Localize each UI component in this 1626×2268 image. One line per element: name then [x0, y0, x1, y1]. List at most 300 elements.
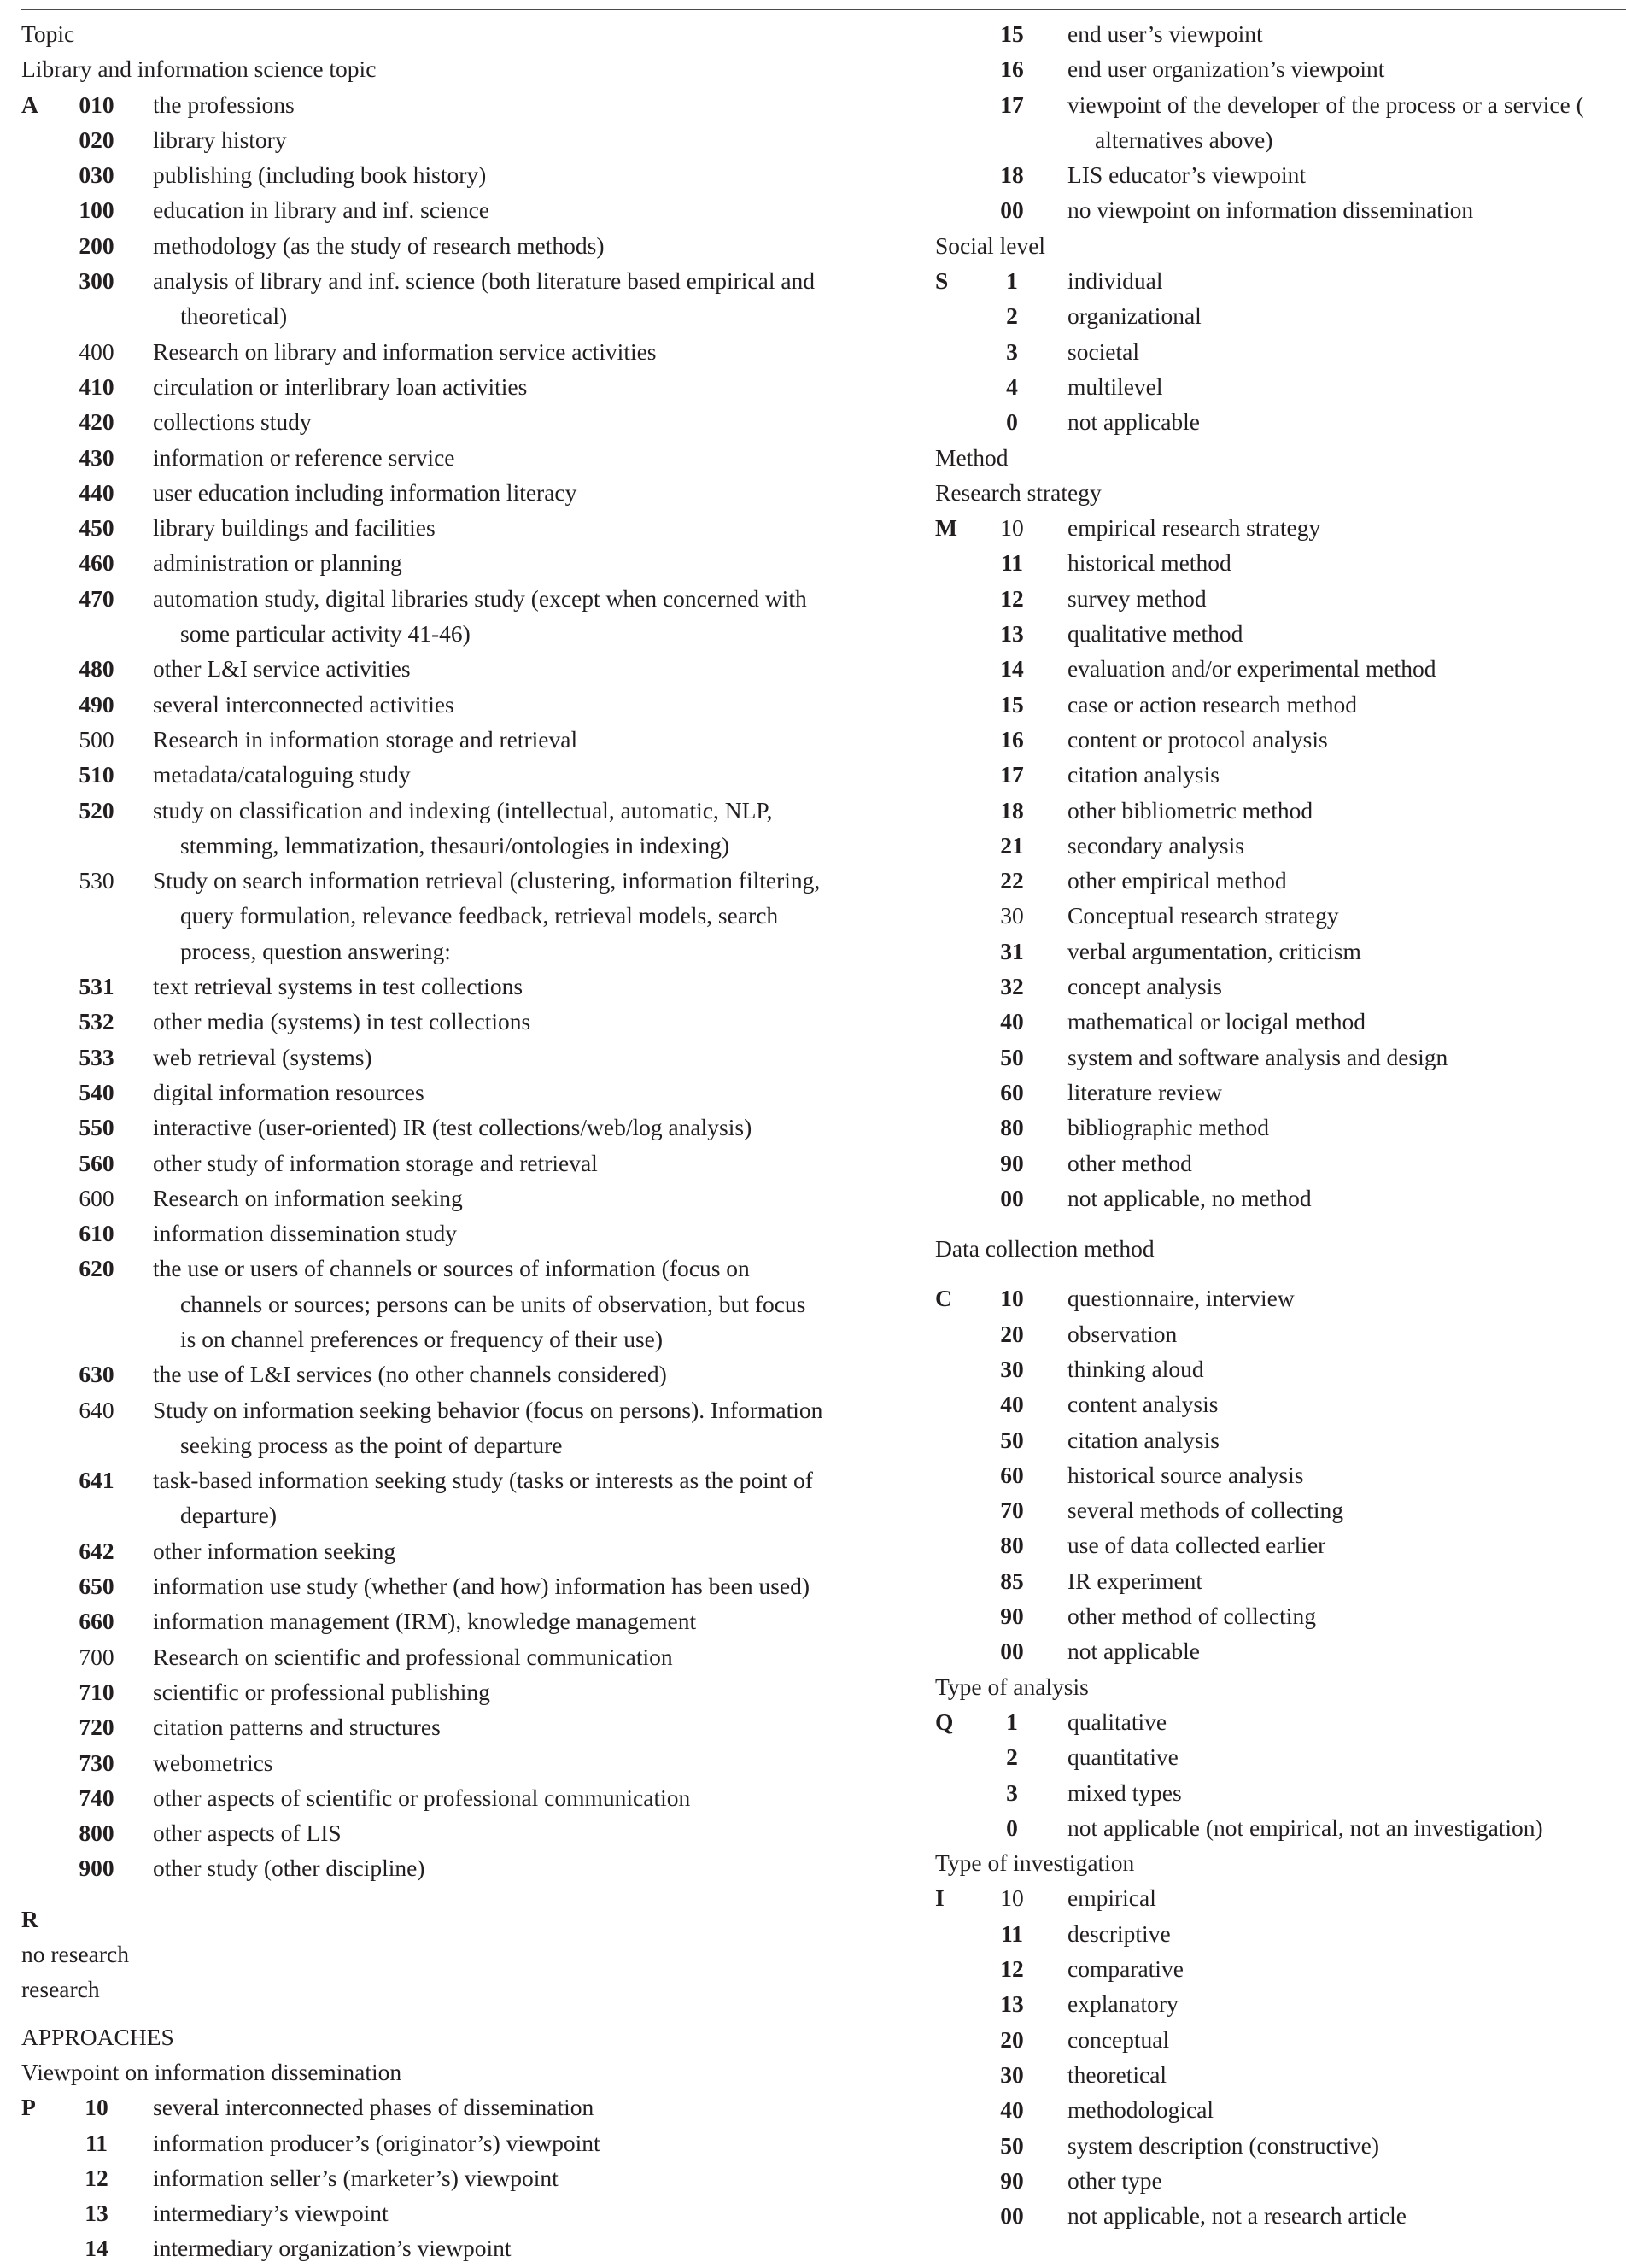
code-row-continuation [21, 1427, 892, 1462]
code-row [21, 863, 892, 898]
code-row [21, 1745, 892, 1780]
code-description: methodological [1067, 2096, 1214, 2124]
category-letter: Q [935, 1708, 954, 1735]
code-row [935, 545, 1626, 580]
code-description: individual [1067, 267, 1163, 295]
code-number: 20 [1000, 1320, 1024, 1347]
code-number: 12 [85, 2164, 108, 2191]
code-description: webometrics [153, 1749, 273, 1776]
code-number: 30 [1000, 1355, 1024, 1382]
code-number: 10 [1000, 1285, 1024, 1312]
code-description-continuation: alternatives above) [1095, 126, 1273, 153]
code-number: 15 [1000, 690, 1024, 718]
top-rule [21, 9, 1626, 10]
code-description: other empirical method [1067, 867, 1287, 894]
code-number: 13 [1000, 1990, 1024, 2018]
code-row [21, 2125, 892, 2160]
code-number: 50 [1000, 2131, 1024, 2159]
code-row [935, 898, 1626, 933]
code-description: evaluation and/or experimental method [1067, 655, 1436, 683]
code-number: 020 [79, 126, 114, 153]
code-row [21, 1639, 892, 1674]
viewpoint-code-list-continued [935, 16, 1626, 228]
code-row [935, 1633, 1626, 1668]
code-row [935, 157, 1626, 192]
code-number: 3 [1006, 1779, 1018, 1806]
code-number: 18 [1000, 161, 1024, 189]
code-description: other method of collecting [1067, 1603, 1316, 1630]
code-number: 16 [1000, 56, 1024, 83]
code-row [21, 1392, 892, 1427]
code-row [21, 263, 892, 298]
code-number: 11 [1001, 549, 1023, 577]
code-description: administration or planning [153, 549, 402, 577]
code-row [935, 687, 1626, 722]
section-subheading-data-collection: Data collection method [935, 1235, 1155, 1263]
code-description: digital information resources [153, 1078, 424, 1105]
code-row [21, 192, 892, 227]
section-heading-topic: Topic [21, 21, 75, 47]
code-number: 480 [79, 655, 114, 683]
code-description: several interconnected phases of dissemination [153, 2094, 594, 2121]
code-number: 540 [79, 1078, 114, 1105]
code-number: 430 [79, 443, 114, 471]
code-row [935, 2022, 1626, 2057]
code-description: other media (systems) in test collections [153, 1008, 531, 1035]
code-row [21, 404, 892, 439]
category-letter: A [21, 91, 38, 118]
code-description: several methods of collecting [1067, 1497, 1344, 1524]
category-letter: I [935, 1884, 945, 1912]
code-description: the use or users of channels or sources of information (focus on [153, 1255, 750, 1282]
code-number: 11 [1001, 1919, 1023, 1947]
code-number: 010 [79, 91, 114, 118]
code-row [935, 2128, 1626, 2163]
code-row [21, 1040, 892, 1075]
code-description: LIS educator’s viewpoint [1067, 161, 1307, 189]
section-heading-social-level: Social level [935, 231, 1046, 259]
code-description: methodology (as the study of research methods) [153, 231, 605, 259]
code-row [935, 1492, 1626, 1527]
code-number: 450 [79, 514, 114, 542]
code-description-continuation: is on channel preferences or frequency of their use) [180, 1325, 664, 1352]
code-row-continuation [21, 898, 892, 933]
code-description: information dissemination study [153, 1220, 457, 1247]
section-subheading-research-strategy: Research strategy [935, 478, 1102, 506]
code-description: end user’s viewpoint [1067, 21, 1263, 47]
code-description: library history [153, 126, 287, 153]
code-description: the professions [153, 91, 295, 118]
code-row [935, 2092, 1626, 2127]
code-description: Research on information seeking [153, 1184, 463, 1211]
code-row [935, 616, 1626, 651]
code-row [935, 1386, 1626, 1421]
code-description: bibliographic method [1067, 1114, 1269, 1141]
code-row [21, 440, 892, 475]
code-number: 00 [1000, 1638, 1024, 1665]
code-row [21, 651, 892, 686]
code-row [21, 510, 892, 545]
code-row [935, 2198, 1626, 2233]
code-row [935, 722, 1626, 757]
code-description: thinking aloud [1067, 1355, 1204, 1382]
code-row [21, 1357, 892, 1392]
code-row [21, 1146, 892, 1181]
code-number: 80 [1000, 1532, 1024, 1559]
code-row [21, 475, 892, 510]
code-number: 730 [79, 1749, 114, 1776]
code-row [21, 157, 892, 192]
code-description: study on classification and indexing (intellectual, automatic, NLP, [153, 796, 773, 823]
code-number: 900 [79, 1855, 114, 1882]
code-number: 50 [1000, 1043, 1024, 1070]
code-description-continuation: stemming, lemmatization, thesauri/ontologies in indexing) [180, 831, 730, 859]
data-collection-code-list [935, 1281, 1626, 1668]
category-letter: P [21, 2094, 36, 2121]
code-row [935, 1110, 1626, 1145]
code-row [935, 1146, 1626, 1181]
code-description-continuation: seeking process as the point of departure [180, 1431, 563, 1458]
code-number: 11 [85, 2129, 108, 2156]
code-number: 630 [79, 1361, 114, 1388]
code-description: intermediary’s viewpoint [153, 2200, 389, 2227]
analysis-type-code-list [935, 1704, 1626, 1845]
code-number: 0 [1006, 408, 1018, 436]
code-number: 18 [1000, 796, 1024, 823]
code-description: user education including information literacy [153, 478, 577, 506]
code-description: comparative [1067, 1955, 1184, 1983]
code-description: information management (IRM), knowledge management [153, 1608, 697, 1635]
code-description: verbal argumentation, criticism [1067, 937, 1361, 964]
code-description: automation study, digital libraries study (except when concerned with [153, 584, 807, 612]
code-row [935, 1951, 1626, 1986]
code-row [21, 1251, 892, 1286]
category-letter: S [935, 267, 949, 295]
code-description: web retrieval (systems) [153, 1043, 372, 1070]
code-number: 610 [79, 1220, 114, 1247]
code-description: case or action research method [1067, 690, 1357, 718]
code-row [21, 122, 892, 157]
code-number: 13 [85, 2200, 108, 2227]
code-description: Conceptual research strategy [1067, 902, 1339, 929]
code-row [935, 1880, 1626, 1915]
code-row [935, 651, 1626, 686]
code-description: collections study [153, 408, 312, 436]
code-description: questionnaire, interview [1067, 1285, 1295, 1312]
code-number: 16 [1000, 725, 1024, 753]
research-option-no-research: no research [21, 1941, 129, 1968]
code-number: 13 [1000, 620, 1024, 648]
code-number: 660 [79, 1608, 114, 1635]
code-row [21, 581, 892, 616]
code-number: 12 [1000, 584, 1024, 612]
code-row [21, 722, 892, 757]
code-number: 460 [79, 549, 114, 577]
code-description: scientific or professional publishing [153, 1678, 490, 1705]
code-row [21, 1709, 892, 1744]
code-number: 30 [1000, 902, 1024, 929]
code-number: 560 [79, 1149, 114, 1176]
code-row [935, 192, 1626, 227]
code-row [21, 1603, 892, 1638]
code-row [935, 2057, 1626, 2092]
code-number: 40 [1000, 1391, 1024, 1418]
code-number: 90 [1000, 2166, 1024, 2194]
code-description: other aspects of LIS [153, 1820, 342, 1847]
code-number: 00 [1000, 2202, 1024, 2230]
code-description: system description (constructive) [1067, 2131, 1380, 2159]
code-description: mathematical or locigal method [1067, 1008, 1366, 1035]
code-row [935, 1527, 1626, 1562]
section-heading-type-of-investigation: Type of investigation [935, 1849, 1135, 1877]
code-row [935, 1004, 1626, 1039]
code-row [21, 87, 892, 122]
category-letter-r: R [21, 1905, 38, 1932]
code-number: 00 [1000, 1184, 1024, 1211]
code-description: survey method [1067, 584, 1207, 612]
code-number: 531 [79, 973, 114, 1000]
code-row-continuation [21, 828, 892, 863]
research-strategy-code-list [935, 510, 1626, 1216]
code-number: 200 [79, 231, 114, 259]
code-number: 90 [1000, 1149, 1024, 1176]
code-number: 700 [79, 1643, 114, 1670]
right-column [935, 16, 1626, 2233]
code-row [935, 1351, 1626, 1386]
code-row [935, 934, 1626, 969]
code-description: metadata/cataloguing study [153, 761, 411, 788]
code-row [21, 1780, 892, 1815]
code-number: 3 [1006, 337, 1018, 365]
code-row [935, 334, 1626, 369]
code-description: concept analysis [1067, 973, 1222, 1000]
code-row [935, 1422, 1626, 1457]
code-number: 12 [1000, 1955, 1024, 1983]
code-number: 400 [79, 337, 114, 365]
code-number: 30 [1000, 2060, 1024, 2088]
code-number: 50 [1000, 1426, 1024, 1453]
code-description: Study on search information retrieval (clustering, information filtering, [153, 867, 821, 894]
code-description: descriptive [1067, 1919, 1171, 1947]
code-number: 1 [1006, 267, 1018, 295]
topic-code-list [21, 87, 892, 1886]
code-description: not applicable [1067, 1638, 1201, 1665]
code-description: theoretical [1067, 2060, 1167, 2088]
code-number: 80 [1000, 1114, 1024, 1141]
category-letter: C [935, 1285, 952, 1312]
section-heading-method: Method [935, 443, 1009, 471]
code-description: conceptual [1067, 2025, 1170, 2053]
code-row [935, 87, 1626, 122]
code-number: 520 [79, 796, 114, 823]
code-number: 410 [79, 372, 114, 400]
code-number: 14 [1000, 655, 1024, 683]
code-row [21, 545, 892, 580]
code-number: 60 [1000, 1461, 1024, 1488]
code-description: circulation or interlibrary loan activities [153, 372, 528, 400]
code-row [21, 1674, 892, 1709]
code-description: publishing (including book history) [153, 161, 487, 189]
code-row [21, 2195, 892, 2230]
code-description: the use of L&I services (no other channels considered) [153, 1361, 667, 1388]
code-row [21, 2160, 892, 2195]
code-number: 14 [85, 2235, 108, 2262]
code-number: 85 [1000, 1567, 1024, 1594]
code-row [21, 757, 892, 792]
code-row [21, 1110, 892, 1145]
code-number: 470 [79, 584, 114, 612]
code-description: secondary analysis [1067, 831, 1244, 859]
code-number: 650 [79, 1573, 114, 1600]
code-description: not applicable [1067, 408, 1201, 436]
code-row [21, 1850, 892, 1885]
code-description: content or protocol analysis [1067, 725, 1328, 753]
research-letter-row [21, 1902, 892, 1937]
code-description: other L&I service activities [153, 655, 411, 683]
code-number: 740 [79, 1784, 114, 1811]
code-description: citation analysis [1067, 1426, 1220, 1453]
code-description: citation patterns and structures [153, 1714, 441, 1741]
code-row [935, 1075, 1626, 1110]
code-description: Study on information seeking behavior (focus on persons). Information [153, 1396, 823, 1423]
code-row [935, 581, 1626, 616]
code-number: 90 [1000, 1603, 1024, 1630]
code-row-continuation [21, 616, 892, 651]
code-number: 10 [85, 2094, 108, 2121]
code-number: 533 [79, 1043, 114, 1070]
code-row-continuation [21, 1286, 892, 1322]
code-number: 550 [79, 1114, 114, 1141]
code-row [21, 1462, 892, 1497]
section-subheading-viewpoint: Viewpoint on information dissemination [21, 2058, 402, 2085]
section-subheading-lis-topic: Library and information science topic [21, 56, 377, 83]
code-description: empirical research strategy [1067, 514, 1321, 542]
code-number: 510 [79, 761, 114, 788]
code-row-continuation [21, 1497, 892, 1533]
code-description: qualitative method [1067, 620, 1243, 648]
code-description: other aspects of scientific or professional communication [153, 1784, 691, 1811]
code-description: content analysis [1067, 1391, 1219, 1418]
left-column [21, 16, 892, 2266]
code-description: Research in information storage and retrieval [153, 725, 578, 753]
code-row [935, 1704, 1626, 1739]
code-description: other bibliometric method [1067, 796, 1313, 823]
code-row [935, 1457, 1626, 1492]
code-row [21, 1533, 892, 1568]
code-number: 00 [1000, 196, 1024, 224]
code-description: Research on scientific and professional communication [153, 1643, 673, 1670]
code-description: not applicable, no method [1067, 1184, 1312, 1211]
code-description: use of data collected earlier [1067, 1532, 1326, 1559]
code-row [935, 1916, 1626, 1951]
code-description: qualitative [1067, 1708, 1167, 1735]
code-number: 300 [79, 267, 114, 295]
code-number: 15 [1000, 21, 1024, 47]
code-description: library buildings and facilities [153, 514, 436, 542]
code-description: observation [1067, 1320, 1178, 1347]
code-description: analysis of library and inf. science (both literature based empirical and [153, 267, 816, 295]
code-description-continuation: channels or sources; persons can be units of observation, but focus [180, 1290, 806, 1317]
code-description: literature review [1067, 1078, 1222, 1105]
code-row [21, 369, 892, 404]
code-description-continuation: query formulation, relevance feedback, retrieval models, search [180, 902, 779, 929]
code-description: mixed types [1067, 1779, 1182, 1806]
code-row [935, 969, 1626, 1004]
code-row [21, 1075, 892, 1110]
code-description: explanatory [1067, 1990, 1179, 2018]
code-row [935, 298, 1626, 333]
code-description: task-based information seeking study (tasks or interests as the point of [153, 1467, 813, 1494]
code-description: information producer’s (originator’s) viewpoint [153, 2129, 600, 2156]
code-row [935, 863, 1626, 898]
code-row [935, 510, 1626, 545]
code-number: 4 [1006, 372, 1018, 400]
code-description: no viewpoint on information dissemination [1067, 196, 1474, 224]
viewpoint-code-list [21, 2089, 892, 2265]
code-row [935, 1316, 1626, 1351]
code-row [935, 404, 1626, 439]
code-row [935, 1810, 1626, 1845]
code-number: 642 [79, 1537, 114, 1564]
code-row [935, 1775, 1626, 1810]
code-row [935, 1181, 1626, 1216]
code-row [935, 263, 1626, 298]
code-row [935, 1739, 1626, 1774]
code-number: 40 [1000, 1008, 1024, 1035]
code-row [935, 793, 1626, 828]
code-number: 60 [1000, 1078, 1024, 1105]
code-number: 710 [79, 1678, 114, 1705]
code-row [935, 828, 1626, 863]
code-description: societal [1067, 337, 1139, 365]
code-row [935, 1563, 1626, 1598]
research-option-research: research [21, 1976, 100, 2003]
code-number: 10 [1000, 514, 1024, 542]
code-number: 0 [1006, 1814, 1018, 1841]
code-row [21, 1181, 892, 1216]
code-description: historical method [1067, 549, 1231, 577]
code-description: IR experiment [1067, 1567, 1203, 1594]
code-row [21, 2230, 892, 2265]
code-row [21, 687, 892, 722]
code-description: other information seeking [153, 1537, 396, 1564]
category-letter: M [935, 514, 957, 542]
code-description: multilevel [1067, 372, 1163, 400]
code-row [21, 1568, 892, 1603]
code-description: Research on library and information service activities [153, 337, 657, 365]
code-row-continuation [21, 934, 892, 969]
code-number: 800 [79, 1820, 114, 1847]
code-number: 10 [1000, 1884, 1024, 1912]
code-description: interactive (user-oriented) IR (test collections/web/log analysis) [153, 1114, 752, 1141]
code-description: other type [1067, 2166, 1162, 2194]
code-description-continuation: some particular activity 41-46) [180, 620, 471, 648]
code-number: 600 [79, 1184, 114, 1211]
code-description-continuation: departure) [180, 1502, 277, 1529]
code-row [935, 1040, 1626, 1075]
code-description-continuation: process, question answering: [180, 937, 451, 964]
code-row-continuation [935, 122, 1626, 157]
code-number: 22 [1000, 867, 1024, 894]
code-number: 641 [79, 1467, 114, 1494]
code-row [935, 2163, 1626, 2198]
social-level-code-list [935, 263, 1626, 439]
code-description: historical source analysis [1067, 1461, 1304, 1488]
code-number: 532 [79, 1008, 114, 1035]
code-description: empirical [1067, 1884, 1156, 1912]
code-description: quantitative [1067, 1743, 1179, 1771]
code-description: citation analysis [1067, 761, 1220, 788]
